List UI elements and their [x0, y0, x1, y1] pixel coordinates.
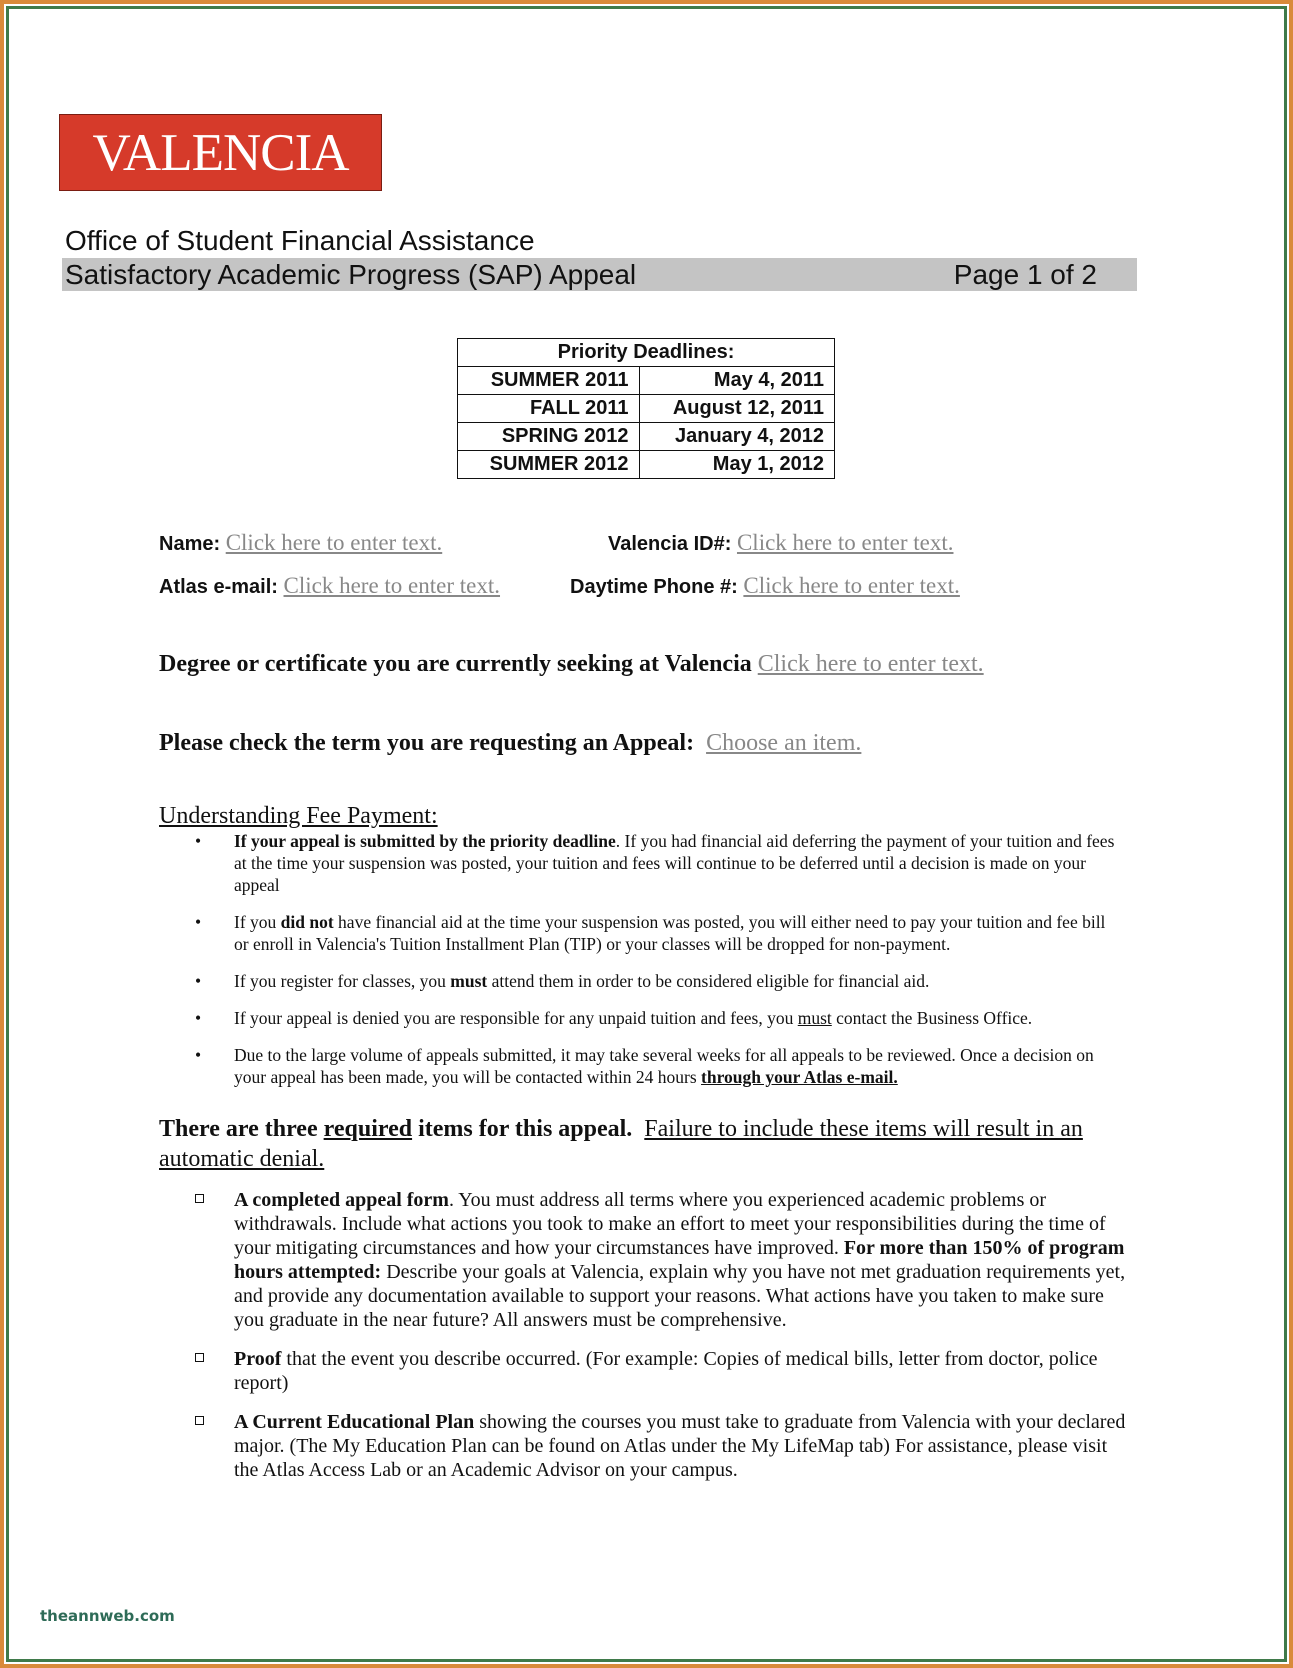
i1-text: . You must address all terms where you experienced academic problems or withdrawals. Include what actions you took to make an effort to meet your responsibilities during the time of your mitigating circumstances and how your circumstances have improved.: [234, 1189, 1106, 1259]
req-pre: There are three: [159, 1116, 324, 1142]
watermark: theannweb.com: [40, 1607, 175, 1625]
phone-field-row: [570, 573, 960, 599]
name-label: Name:: [159, 533, 221, 555]
b3-bold: must: [450, 971, 488, 991]
b5-pre: Due to the large volume of appeals submitted, it may take several weeks for all appeals to be reviewed. Once a decision on your appeal has been made, you will be contacted within 24 hours: [234, 1045, 1094, 1087]
degree-input[interactable]: Click here to enter text.: [757, 651, 984, 677]
i1-bold: A completed appeal form: [234, 1189, 449, 1211]
list-item: [159, 1410, 1129, 1482]
term-select[interactable]: Choose an item.: [706, 730, 862, 756]
term-row: [159, 730, 861, 757]
b2-bold: did not: [280, 912, 334, 932]
office-title: Office of Student Financial Assistance: [65, 225, 535, 256]
email-input[interactable]: Click here to enter text.: [283, 573, 501, 598]
bullet-icon: •: [195, 971, 202, 991]
phone-input[interactable]: Click here to enter text.: [743, 573, 960, 598]
i3-text: showing the courses you must take to graduate from Valencia with your declared major. (The My Education Plan can be found on Atlas under the My LifeMap tab) For assistance, please visit the Atlas Access Lab or an Academic Advisor on your campus.: [234, 1411, 1126, 1481]
name-field-row: [159, 530, 442, 556]
valencia-id-input[interactable]: Click here to enter text.: [736, 530, 954, 555]
degree-row: [159, 651, 984, 678]
required-items: [159, 1188, 1129, 1497]
table-row: [458, 367, 835, 395]
b4-text: contact the Business Office.: [831, 1008, 1033, 1028]
email-label: Atlas e-mail:: [159, 576, 278, 598]
page-title: Satisfactory Academic Progress (SAP) Appeal: [65, 259, 637, 290]
date-cell: August 12, 2011: [639, 395, 834, 423]
degree-label: Degree or certificate you are currently seeking at Valencia: [159, 651, 752, 677]
list-item: [159, 911, 1119, 955]
req-underline: required: [323, 1116, 413, 1142]
term-cell: FALL 2011: [458, 395, 640, 423]
list-item: [159, 1188, 1129, 1332]
logo-text: VALENCIA: [92, 123, 349, 182]
date-cell: January 4, 2012: [639, 423, 834, 451]
b2-text: have financial aid at the time your suspension was posted, you will either need to pay your tuition and fee bill or enroll in Valencia's Tuition Installment Plan (TIP) or your classes will be dropped for non-payment.: [234, 912, 1106, 954]
bullet-icon: •: [195, 831, 202, 851]
bullet-icon: •: [195, 1008, 202, 1028]
i3-bold: A Current Educational Plan: [234, 1411, 475, 1433]
term-label: Please check the term you are requesting an Appeal:: [159, 730, 695, 756]
term-cell: SUMMER 2012: [458, 451, 640, 479]
checkbox-icon: [195, 1416, 204, 1425]
b4-pre: If your appeal is denied you are responsible for any unpaid tuition and fees, you: [234, 1008, 798, 1028]
term-cell: SUMMER 2011: [458, 367, 640, 395]
bullet-icon: •: [195, 1045, 202, 1065]
list-item: [159, 970, 1119, 992]
table-row: [458, 423, 835, 451]
b2-pre: If you: [234, 912, 281, 932]
b4-underline: must: [797, 1008, 832, 1028]
valencia-logo: [59, 114, 382, 191]
checkbox-icon: [195, 1353, 204, 1362]
date-cell: May 4, 2011: [639, 367, 834, 395]
name-input[interactable]: Click here to enter text.: [225, 530, 443, 555]
table-row: [458, 451, 835, 479]
b3-pre: If you register for classes, you: [234, 971, 451, 991]
id-field-row: [608, 530, 953, 556]
b3-text: attend them in order to be considered eligible for financial aid.: [487, 971, 930, 991]
i1-text2: Describe your goals at Valencia, explain why you have not met graduation requirements yet, and provide any documentation available to support your reasons. What actions have you taken to make sure you graduate in the near future? All answers must be comprehensive.: [234, 1261, 1126, 1331]
required-heading: [159, 1114, 1134, 1174]
page-number: Page 1 of 2: [953, 259, 1097, 290]
email-field-row: [159, 573, 500, 599]
fee-bullets: [159, 830, 1119, 1103]
list-item: [159, 1044, 1119, 1088]
bullet-icon: •: [195, 912, 202, 932]
date-cell: May 1, 2012: [639, 451, 834, 479]
checkbox-icon: [195, 1194, 204, 1203]
fee-section-title: Understanding Fee Payment:: [159, 803, 438, 829]
priority-deadlines-table: [457, 338, 835, 479]
deadlines-header: Priority Deadlines:: [458, 339, 835, 367]
list-item: [159, 830, 1119, 896]
table-row: [458, 395, 835, 423]
i2-text: that the event you describe occurred. (For example: Copies of medical bills, letter from doctor, police report): [234, 1348, 1098, 1394]
title-bar: [62, 258, 1137, 291]
term-cell: SPRING 2012: [458, 423, 640, 451]
b1-bold: If your appeal is submitted by the priority deadline: [234, 831, 616, 851]
req-mid: items for this appeal.: [412, 1116, 633, 1142]
list-item: [159, 1347, 1129, 1395]
phone-label: Daytime Phone #:: [570, 576, 738, 598]
b1-text: . If you had financial aid deferring the payment of your tuition and fees at the time your suspension was posted, your tuition and fees will continue to be deferred until a decision is made on your appeal: [234, 831, 1115, 895]
b5-bold: through your Atlas e-mail.: [701, 1067, 898, 1087]
id-label: Valencia ID#:: [608, 533, 732, 555]
i2-bold: Proof: [234, 1348, 282, 1370]
list-item: [159, 1007, 1119, 1029]
req-failure: Failure to include these items will result in an automatic denial.: [159, 1116, 1083, 1172]
i1-bold2: For more than 150% of program hours attempted:: [234, 1237, 1125, 1283]
